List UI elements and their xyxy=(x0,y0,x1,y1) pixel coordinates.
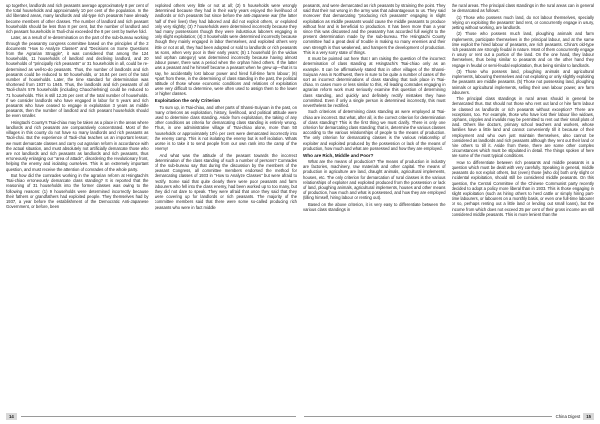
publication-name: China Digest xyxy=(555,414,581,419)
paragraph: the rural areas. The principal class standings in the rural areas can in general be demarcated as follows: xyxy=(451,3,594,14)
paragraph: How to differentiate between rich peasants and middle peasants is a question which must be dealt with very carefully. Speaking in general, middle peasants do not exploit others, but (even) those [who do] both only slight or incidental exploitation, should still be considered middle peasants. On this question, the Central Committee of the Chinese Communist party recently decided to adopt a policy more liberal than in 1933. This is those engaging in slight exploitation (such as hiring others to herd cattle or simply hiring part-time labourers, or labourers on a monthly basis, or even one full-time labourer or so, perhaps renting out a little land or lending out small loans), but the income from which does not exceed 25 per cent of their gross income are still considered middle peasants. This is more lenient than the xyxy=(451,159,594,217)
paragraph: Hsingtachi County's Tsai-chiao may be taken as a place in the areas where landlords and rich peasants are comparatively concentrated. Most of the villages in this county do not have so many landlords and rich peasants as Taoli-chai. But the experience of Taoli-chai teaches us an important lesson; we must demarcate classes and carry out agrarian reform in accordance with the actual situation, and must absolutely not artificially demarcate those who are not landlords and rich peasants as landlords and rich peasants, thus erroneously enlarging our "area of attack", disordering the revolutionary front, helping the enemy and isolating ourselves. This is an extremely important question, and must receive the attention of comrades of the whole party. xyxy=(6,119,149,172)
paragraph: What are the means of production? The means of production in industry are factories, machinery, raw materials and other capital. The means of production in agriculture are land, draught animals, agricultural implements, houses, etc. The only criterion for demarcation of rural classes is the various relationships of exploiter and exploited produced from the possession or lack of land, ploughing animals, agricultural implements, houses and other means of production, how much and what is possessed, and how they are employed (tilling himself, hiring labour or renting out). xyxy=(303,158,446,201)
paragraph: (3) Those who possess land, ploughing animals and agricultural implements, labouring themselves and not exploiting or only slightly exploiting the peasants are middle peasants. (5) Those not possessing land, ploughing animals or agricultural implements, selling their own labour power, are farm labourers. xyxy=(451,69,594,95)
paragraph: It must be pointed out here that I am raising the question of the incorrect determination of class standing at Hsingtachi's Tsai-chiao only as an example. It can be affirmatively stated that in other villages of the Shansi-Suiyuan Area in Northwest, there is sure to be quite a number of cases of the sort as incorrect determinations of class standing that took place in Tsai-chiao. In cases more or less similar to this, All leading comrades engaging in agrarian reform work must seriously examine this question of determining class standing, and quickly and definitely rectify mistakes they have committed. Even if only a single person is determined incorrectly, this must nevertheless be rectified. xyxy=(303,56,446,109)
section-heading: Exploitation the only Criterion xyxy=(154,98,221,104)
right-page-number: 15 xyxy=(583,413,594,420)
footer-rule-left xyxy=(21,416,296,417)
column-2 xyxy=(155,3,298,407)
section-heading: Who are Rich, Middle and Poor? xyxy=(303,152,374,158)
paragraph: But how did the comrades working in the agrarian reform at Hsingtachi's Tsai-chiao erroneously demarcate class standing? It is reported that the reasoning of 31 households into the former classes was owing to the following reasons: (1) 9 households were determined incorrectly because their fathers or grandfathers had exploited people. They themselves had by 1937, a year before the establishment of the Democratic Anti-Japanese Government, or before, been xyxy=(6,173,149,210)
paragraph: exploited others very little or not at all; (2) 5 households were wrongly determined because they had in their early years enjoyed the livelihood of landlords or rich peasants but since before the anti-Japanese war (the latter half of their lives) they had labored and did not exploit others, or exploited only very slightly; (3) 7 households were determined incorrectly because they had many possessions though they were industrious laborers engaging in only slight exploitation; (4) 3 households were determined incorrectly because though they mainly engaged in labor themselves, and exploited others very little or not at all, they had been adopted or sold to landlords or rich peasants as sons, when very poor in their early years; (5) 1 household (in the widow and orphan category) was determined incorrectly because having almost labour power, there was a period when the orphan hired others. If the latter was a peasant and he himself became a peasant when he grew up—that is to say, he accidentally lost labour power and hired full-time farm labour; (6) Apart from these, in the determining of class standing in the past, the political attitude of those whose economic conditions and relations of exploitation were very difficult to determine, were often used to assign them to the lower or higher classes. xyxy=(154,3,297,97)
paragraph: Later, as a result of re-determination on the part of the sub-bureau working through the peasantry congress committee based on the principles of the 2 documents "How to Analyze Classes" and "Decisions on Some Questions from the Agrarian Struggle", it was considered that among the 124 households, 11 households of landlord and declining landlord, and 20 households of "principally rich peasants" or 31 households in all, could be re-determined as well-to-do peasants. Thus, the number of landlords and rich peasants could be reduced to 50 households, or 16.84 per cent of the total number of households. Later, the time standard for determination was shortened from 1937 to 1945. Thus, the landlords and rich peasants of all Taoli-chai's 579 households (including Chaochiehsing) could be reduced to 71 households. This is still 12.26 per cent of the total number of households. If we consider landlords who have engaged in labor for 5 years and rich peasants who have ceased to engage in exploitation 3 years as middle peasants, then the number of landlord and rich peasant households should be even smaller. xyxy=(6,35,149,119)
footer-right xyxy=(300,413,594,420)
paragraph: peasants, and were demarcated as rich peasants by straining the point. They said that their not wrong in the army was that advantageous to us. They said moreover that demarcating "producing rich peasants" engaging in slight exploitation as middle peasants would cause the middle peasants to produce without fear and is beneficial to production. It has been more than a year since this was discussed and the peasantry has accorded full weight to the present determination made by the sub-bureau. The Hsingtachi County committee had a great deal of trouble in making so many enemies and their own strength is thus weakened, and hampers the development of production. This is a very sorry state of things. xyxy=(303,3,446,55)
paragraph: up together, landlords and rich peasants average approximately 8 per cent of the total households and approximately 10 per cent of the population. In the old liberated areas, many landlords and old-type rich peasants have already become members of other classes. The number of landlord and rich peasant households should be less than 8 per cent, but the number of landlord and rich peasant households in Taoli-chai exceeded the 8 per cent by twelve fold. xyxy=(6,3,149,35)
page-footer xyxy=(6,412,594,421)
footer-rule-right xyxy=(304,416,552,417)
left-page-number: 14 xyxy=(6,413,17,420)
footer-left xyxy=(6,413,300,420)
paragraph: (2) Those who possess much land, ploughing animals and farm implements, participate themselves in the principal labour, and at the same time exploit the hired labour of peasants, are rich peasants. China's old-type rich peasants are strongly feudal in nature. Most of them concurrently engage in usury or rent out a portion of the land. On the one hand, they labour themselves, thus being similar to peasants and on the other hand they engage in feudal or semi-feudal exploitation, thus being similar to landlords. xyxy=(451,31,594,68)
paragraph: (1) Those who possess much land, do not labour themselves, specially relying on exploiting the peasants' land rent, or concurrently engage in usury, petting without working, are landlords. xyxy=(451,14,594,30)
column-4 xyxy=(452,3,595,407)
column-1 xyxy=(6,3,149,407)
paragraph: And what was the attitude of the peasant towards the incorrect determination of the class standing of such a number of persons? Comrades of the sub-bureau say that during the discussion by the members of the peasant Congress, all committee members endorsed the method for demarcating classes of 1933 in "How to Analyze Classes" but were afraid to rectify. Some said that quite clearly there were poor peasants and farm labourers who fell into the class enemy, had been worked up to too many, but they did not dare to speak. They were afraid that once they said that they were covering up for landlords or rich peasants. The majority of the committee members said that there were some so-called producing rich peasants who were in fact middle xyxy=(154,152,297,210)
text-columns xyxy=(6,3,594,407)
paragraph: Such criterions of determining class standing as were employed at Tsai-chiao are incorrect. But what, after all, is the correct criterion for determination of class standing? This is the first thing we must clarify. There is only one criterion for demarcating class standing; that is, determine the various classes according to the various relationships of people to the means of production. The only criterion for demarcating classes is the various relationship of exploiter and exploited produced by the possession or lack of the means of production, how much and what are possessed and how they are employed. xyxy=(303,109,446,151)
paragraph: Based on the above criterion, it is very easy to differentiate between the various class standings in xyxy=(303,201,446,212)
column-3 xyxy=(303,3,446,407)
paragraph: To sum up, in Tsai-chiao, and other parts of Shansi-Suiyuan in the past, on many criterions as exploitation, history, livelihood, and political attitude were used to determine class standing. Aside from exploitation, the taking of any other conditions as criteria for demarcating class standing is entirely wrong. Thus, in one administrative village of Tsai-chiao alone, more than 50 households or approximately 10½ per cent were demarcated incorrectly into the enemy camp. This is not isolating the enemy but is self isolation. Whats worse is to take it to send people from our own rank into the camp of the enemy! xyxy=(154,104,297,152)
paragraph: The principal class standings in rural areas should in general be demarcated thus. But should not those who rent out land or hire farm labour be classed as landlords or rich peasants without exception? There are exceptions, too. For example, those who have lost their labour like widows, orphans, cripples and invalids may be permitted to rent out their small plots of land. Others like doctors, primary school teachers and workers, whose families have a little land and cannot conveniently till it because of their employment and who own just maintain themselves, also cannot be considered as landlords and rich peasants although they rent out their land or hire others to till it. Aside from these, there are some other complex circumstances which must be stipulated in detail. The things spoken of here are some of the most typical conditions. xyxy=(451,96,594,159)
